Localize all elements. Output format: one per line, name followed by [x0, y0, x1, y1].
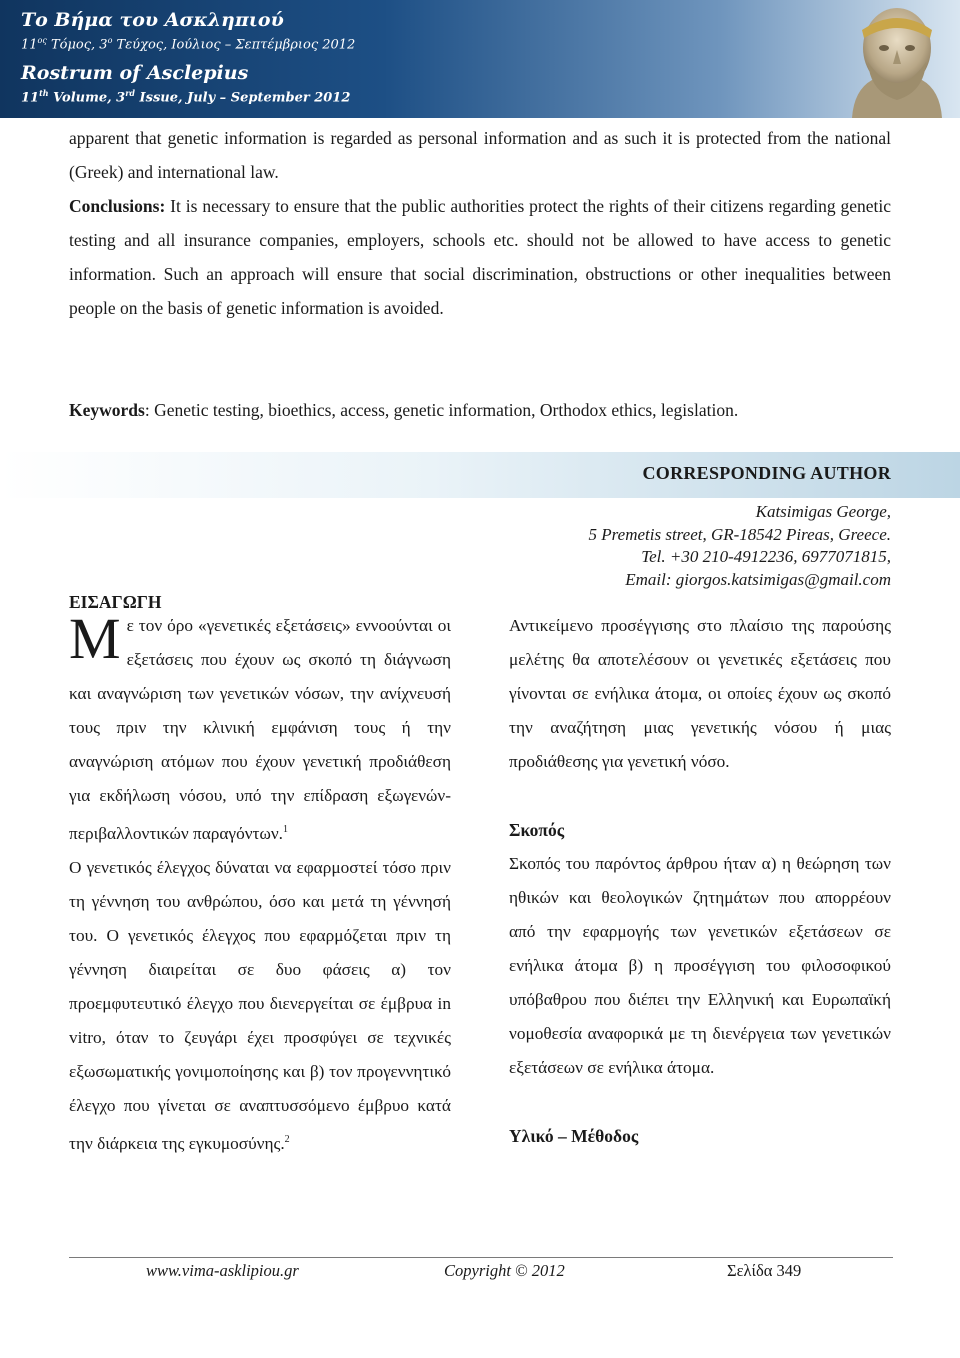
section-heading-introduction: ΕΙΣΑΓΩΓΗ — [69, 592, 162, 612]
left-column — [69, 606, 451, 1161]
section-heading-aim: Σκοπός — [509, 820, 565, 840]
asclepius-bust-icon — [838, 0, 956, 118]
abstract-results-tail: apparent that genetic information is regarded as personal information and as such it is protected from the national (Greek) and international law. — [69, 128, 891, 182]
keywords-text: : Genetic testing, bioethics, access, genetic information, Orthodox ethics, legislation. — [144, 400, 739, 420]
footer-page-number: Σελίδα 349 — [727, 1261, 802, 1280]
footnote-ref-2: 2 — [284, 1133, 290, 1145]
issue-info-greek: $11^{o\varsigma}$ Τόμος, $3^o$ Τεύχος, Ιούλιος – Σεπτέμβριος 2012 — [21, 36, 356, 53]
corresponding-author-title: CORRESPONDING AUTHOR — [642, 463, 891, 483]
author-name: Katsimigas George, — [755, 502, 891, 521]
author-email: Email: giorgos.katsimigas@gmail.com — [625, 569, 891, 589]
footer-copyright: Copyright © 2012 — [444, 1261, 565, 1280]
journal-title-greek: Το Βήμα του Ασκληπιού — [21, 9, 284, 31]
right-column — [509, 609, 891, 1153]
aim-paragraph: Σκοπός του παρόντος άρθρου ήταν α) η θεώρηση των ηθικών και θεολογικών ζητημάτων που απορρέουν από την εφαρμογής των γενετικών εξετάσεων σε ενήλικα άτομα β) η προσέγγιση του φιλοσοφικού υπόβαθρου που διέπει την Ελληνική και Ευρωπαϊκή νομοθεσία αναφορικά με τη διενέργεια των γενετικών εξετάσεων σε ενήλικα άτομα. — [509, 854, 891, 1077]
conclusions-label: Conclusions: — [69, 196, 166, 216]
journal-header — [0, 0, 960, 118]
intro-paragraph-1: Με τον όρο «γενετικές εξετάσεις» εννοούνται οι εξετάσεις που έχουν ως σκοπό τη διάγνωση και αναγνώριση των γενετικών νόσων, την ανίχνευσή τους πριν την κλινική εμφάνιση τους ή την αναγνώριση ατόμων που έχουν γενετική προδιάθεση για εκδήλωση νόσου, υπό την επίδραση εξωγενών- περιβαλλοντικών παραγόντων.$^1$ — [69, 606, 451, 843]
journal-title-english: Rostrum of Asclepius — [21, 62, 249, 85]
section-heading-method: Υλικό – Μέθοδος — [509, 1126, 639, 1146]
issue-info-english: 11th Volume, 3rd Issue, July – September 2012 — [21, 88, 351, 106]
intro-paragraph-2: Ο γενετικός έλεγχος δύναται να εφαρμοστεί τόσο πριν τη γέννηση του ανθρώπου, όσο και μετά τη γέννησή του. Ο γενετικός έλεγχος που εφαρμόζεται πριν τη γέννηση διαιρείται σε δυο φάσεις α) τον προεμφυτευτικό έλεγχο που διενεργείται σε έμβρυα in vitro, όταν το ζευγάρι έχει προσφύγει σε τεχνικές εξωσωματικής γονιμοποίησης και β) τον προγεννητικό έλεγχο που γίνεται σε αναπτυσσόμενο έμβρυο κατά την διάρκεια της εγκυμοσύνης.$^2$ — [69, 857, 451, 1153]
footnote-ref-1: 1 — [282, 824, 288, 835]
abstract-conclusions — [69, 189, 891, 325]
corresponding-author-details — [589, 501, 891, 591]
journal-title-block — [21, 8, 355, 107]
abstract — [69, 121, 891, 325]
conclusions-text: It is necessary to ensure that the public authorities protect the rights of their citizens regarding genetic testing and all insurance companies, employers, schools etc. should not be allowed to have access to genetic information. Such an approach will ensure that social discrimination, obstructions or other inequalities between people on the basis of genetic information is avoided. — [69, 196, 891, 318]
author-address: 5 Premetis street, GR-18542 Pireas, Greece. — [588, 524, 891, 544]
footer-divider — [69, 1257, 893, 1258]
drop-cap: Μ — [69, 606, 121, 671]
scope-paragraph: Αντικείμενο προσέγγισης στο πλαίσιο της παρούσης μελέτης θα αποτελέσουν οι γενετικές εξετάσεις που γίνονται σε ενήλικα άτομα, οι οποίες έχουν ως σκοπό την αναζήτηση μιας γενετικής νόσου ή μιας προδιάθεσης για γενετική νόσο. — [509, 616, 891, 771]
keywords — [69, 393, 891, 427]
author-phone: Tel. +30 210-4912236, 6977071815, — [641, 547, 891, 566]
footer-url: www.vima-asklipiou.gr — [146, 1261, 299, 1280]
keywords-label: Keywords — [69, 400, 145, 420]
